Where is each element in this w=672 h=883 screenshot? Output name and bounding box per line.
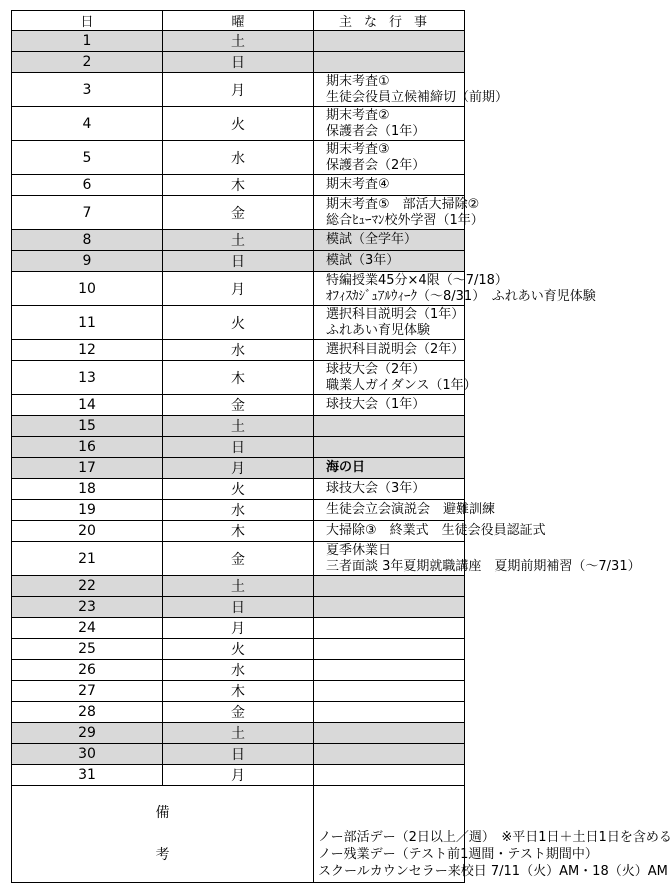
event-cell: [314, 251, 465, 272]
weekday: 日: [163, 52, 314, 73]
notes-line: ノー残業デー（テスト前1週間・テスト期間中）: [318, 847, 598, 862]
day-number: 6: [12, 175, 163, 196]
day-row: [12, 597, 465, 618]
weekday: 日: [163, 437, 314, 458]
day-number: 28: [12, 702, 163, 723]
day-number: 16: [12, 437, 163, 458]
event-line: 期末考査⑤ 部活大掃除②: [326, 196, 480, 212]
day-row: [12, 31, 465, 52]
day-row: [12, 306, 465, 340]
day-row: [12, 500, 465, 521]
event-cell: [314, 597, 465, 618]
event-line: 模試（3年）: [326, 253, 400, 268]
event-cell: [314, 744, 465, 765]
day-number: 10: [12, 272, 163, 306]
event-cell: [314, 765, 465, 786]
event-cell: [314, 141, 465, 175]
notes-label-top: 備: [155, 805, 170, 821]
event-cell: [314, 500, 496, 521]
weekday: 木: [163, 175, 314, 196]
day-row: [12, 521, 465, 542]
day-row: [12, 395, 465, 416]
day-row: [12, 576, 465, 597]
event-cell: [314, 458, 465, 479]
weekday: 水: [163, 141, 314, 175]
weekday: 火: [163, 639, 314, 660]
weekday: 土: [163, 230, 314, 251]
event-cell: [314, 702, 465, 723]
event-line: 特編授業45分×4限（～7/18）: [326, 272, 508, 288]
event-line: 大掃除③ 終業式 生徒会役員認証式: [326, 523, 546, 538]
weekday: 日: [163, 744, 314, 765]
day-row: [12, 107, 465, 141]
weekday: 金: [163, 702, 314, 723]
event-line: ふれあい育児体験: [326, 322, 431, 338]
event-cell: [314, 73, 509, 107]
event-cell: [314, 479, 465, 500]
day-number: 18: [12, 479, 163, 500]
event-cell: [314, 521, 546, 542]
day-number: 23: [12, 597, 163, 618]
day-number: 8: [12, 230, 163, 251]
event-cell: [314, 230, 465, 251]
event-line: 夏季休業日: [326, 542, 392, 558]
event-cell: [314, 395, 465, 416]
day-row: [12, 618, 465, 639]
event-cell: [314, 361, 477, 395]
day-number: 29: [12, 723, 163, 744]
day-row: [12, 744, 465, 765]
day-number: 26: [12, 660, 163, 681]
day-number: 31: [12, 765, 163, 786]
weekday: 月: [163, 765, 314, 786]
event-line: 生徒会役員立候補締切（前期）: [326, 89, 509, 105]
weekday: 日: [163, 251, 314, 272]
weekday: 金: [163, 542, 314, 576]
day-row: [12, 542, 465, 576]
day-row: [12, 416, 465, 437]
weekday: 月: [163, 458, 314, 479]
event-cell: [314, 272, 596, 306]
day-number: 15: [12, 416, 163, 437]
event-line: 球技大会（1年）: [326, 397, 426, 412]
event-cell: [314, 52, 465, 73]
day-number: 30: [12, 744, 163, 765]
event-line: 海の日: [326, 460, 366, 475]
event-line: 三者面談 3年夏期就職講座 夏期前期補習（～7/31）: [326, 558, 641, 574]
day-number: 5: [12, 141, 163, 175]
weekday: 木: [163, 681, 314, 702]
day-row: [12, 458, 465, 479]
day-row: [12, 175, 465, 196]
day-row: [12, 361, 465, 395]
day-number: 2: [12, 52, 163, 73]
day-row: [12, 73, 465, 107]
notes-label: [12, 786, 314, 883]
event-cell: [314, 437, 465, 458]
weekday: 火: [163, 479, 314, 500]
day-row: [12, 765, 465, 786]
event-cell: [314, 175, 465, 196]
event-line: 保護者会（1年）: [326, 123, 426, 139]
notes-label-bottom: 考: [155, 847, 170, 863]
day-row: [12, 437, 465, 458]
day-number: 11: [12, 306, 163, 340]
day-row: [12, 479, 465, 500]
event-cell: [314, 340, 465, 361]
header-weekday: 曜: [163, 11, 314, 31]
header-row: [12, 11, 465, 31]
weekday: 金: [163, 395, 314, 416]
day-number: 1: [12, 31, 163, 52]
schedule-body: [12, 31, 641, 786]
event-line: 期末考査③: [326, 141, 390, 157]
weekday: 木: [163, 361, 314, 395]
weekday: 日: [163, 597, 314, 618]
event-cell: [314, 639, 465, 660]
day-number: 17: [12, 458, 163, 479]
day-row: [12, 660, 465, 681]
day-row: [12, 272, 465, 306]
day-number: 24: [12, 618, 163, 639]
day-number: 4: [12, 107, 163, 141]
event-line: 保護者会（2年）: [326, 157, 426, 173]
day-number: 9: [12, 251, 163, 272]
weekday: 土: [163, 416, 314, 437]
weekday: 月: [163, 73, 314, 107]
day-row: [12, 251, 465, 272]
event-cell: [314, 576, 465, 597]
day-number: 25: [12, 639, 163, 660]
day-number: 12: [12, 340, 163, 361]
event-line: 球技大会（3年）: [326, 481, 426, 496]
day-row: [12, 702, 465, 723]
day-row: [12, 52, 465, 73]
event-cell: [314, 542, 641, 576]
header-day: 日: [12, 11, 163, 31]
weekday: 土: [163, 576, 314, 597]
weekday: 木: [163, 521, 314, 542]
event-cell: [314, 31, 465, 52]
event-cell: [314, 660, 465, 681]
day-number: 13: [12, 361, 163, 395]
event-line: 期末考査②: [326, 107, 390, 123]
event-line: 期末考査①: [326, 73, 390, 89]
monthly-schedule-table: [11, 10, 672, 883]
event-cell: [314, 306, 465, 340]
weekday: 土: [163, 31, 314, 52]
day-number: 7: [12, 196, 163, 230]
day-number: 21: [12, 542, 163, 576]
event-line: 職業人ガイダンス（1年）: [326, 377, 477, 393]
event-cell: [314, 618, 465, 639]
day-number: 20: [12, 521, 163, 542]
notes-body: [314, 786, 672, 883]
event-line: 期末考査④: [326, 177, 390, 192]
weekday: 火: [163, 107, 314, 141]
day-row: [12, 230, 465, 251]
notes-row: [12, 786, 465, 883]
day-number: 3: [12, 73, 163, 107]
day-row: [12, 639, 465, 660]
event-line: 模試（全学年）: [326, 232, 418, 247]
weekday: 金: [163, 196, 314, 230]
event-cell: [314, 196, 484, 230]
day-row: [12, 196, 465, 230]
event-cell: [314, 723, 465, 744]
event-line: 生徒会立会演説会 避難訓練: [326, 502, 496, 517]
day-row: [12, 340, 465, 361]
notes-line: ノー部活デー（2日以上／週） ※平日1日＋土日1日を含める: [318, 830, 672, 845]
day-number: 27: [12, 681, 163, 702]
day-number: 14: [12, 395, 163, 416]
header-events: 主な行事: [314, 11, 465, 31]
event-line: 総合ﾋｭｰﾏﾝ校外学習（1年）: [326, 212, 484, 228]
event-cell: [314, 107, 465, 141]
weekday: 火: [163, 306, 314, 340]
event-line: 選択科目説明会（2年）: [326, 342, 465, 357]
notes-line: スクールカウンセラー来校日 7/11（火）AM・18（火）AM: [318, 864, 668, 879]
day-number: 19: [12, 500, 163, 521]
weekday: 月: [163, 272, 314, 306]
event-line: 球技大会（2年）: [326, 361, 426, 377]
day-row: [12, 723, 465, 744]
event-cell: [314, 681, 465, 702]
weekday: 水: [163, 500, 314, 521]
event-cell: [314, 416, 465, 437]
day-number: 22: [12, 576, 163, 597]
day-row: [12, 681, 465, 702]
weekday: 土: [163, 723, 314, 744]
day-row: [12, 141, 465, 175]
weekday: 水: [163, 340, 314, 361]
weekday: 水: [163, 660, 314, 681]
event-line: ｵﾌｨｽｶｼﾞｭｱﾙｳｨｰｸ（～8/31） ふれあい育児体験: [326, 288, 596, 304]
event-line: 選択科目説明会（1年）: [326, 306, 465, 322]
weekday: 月: [163, 618, 314, 639]
